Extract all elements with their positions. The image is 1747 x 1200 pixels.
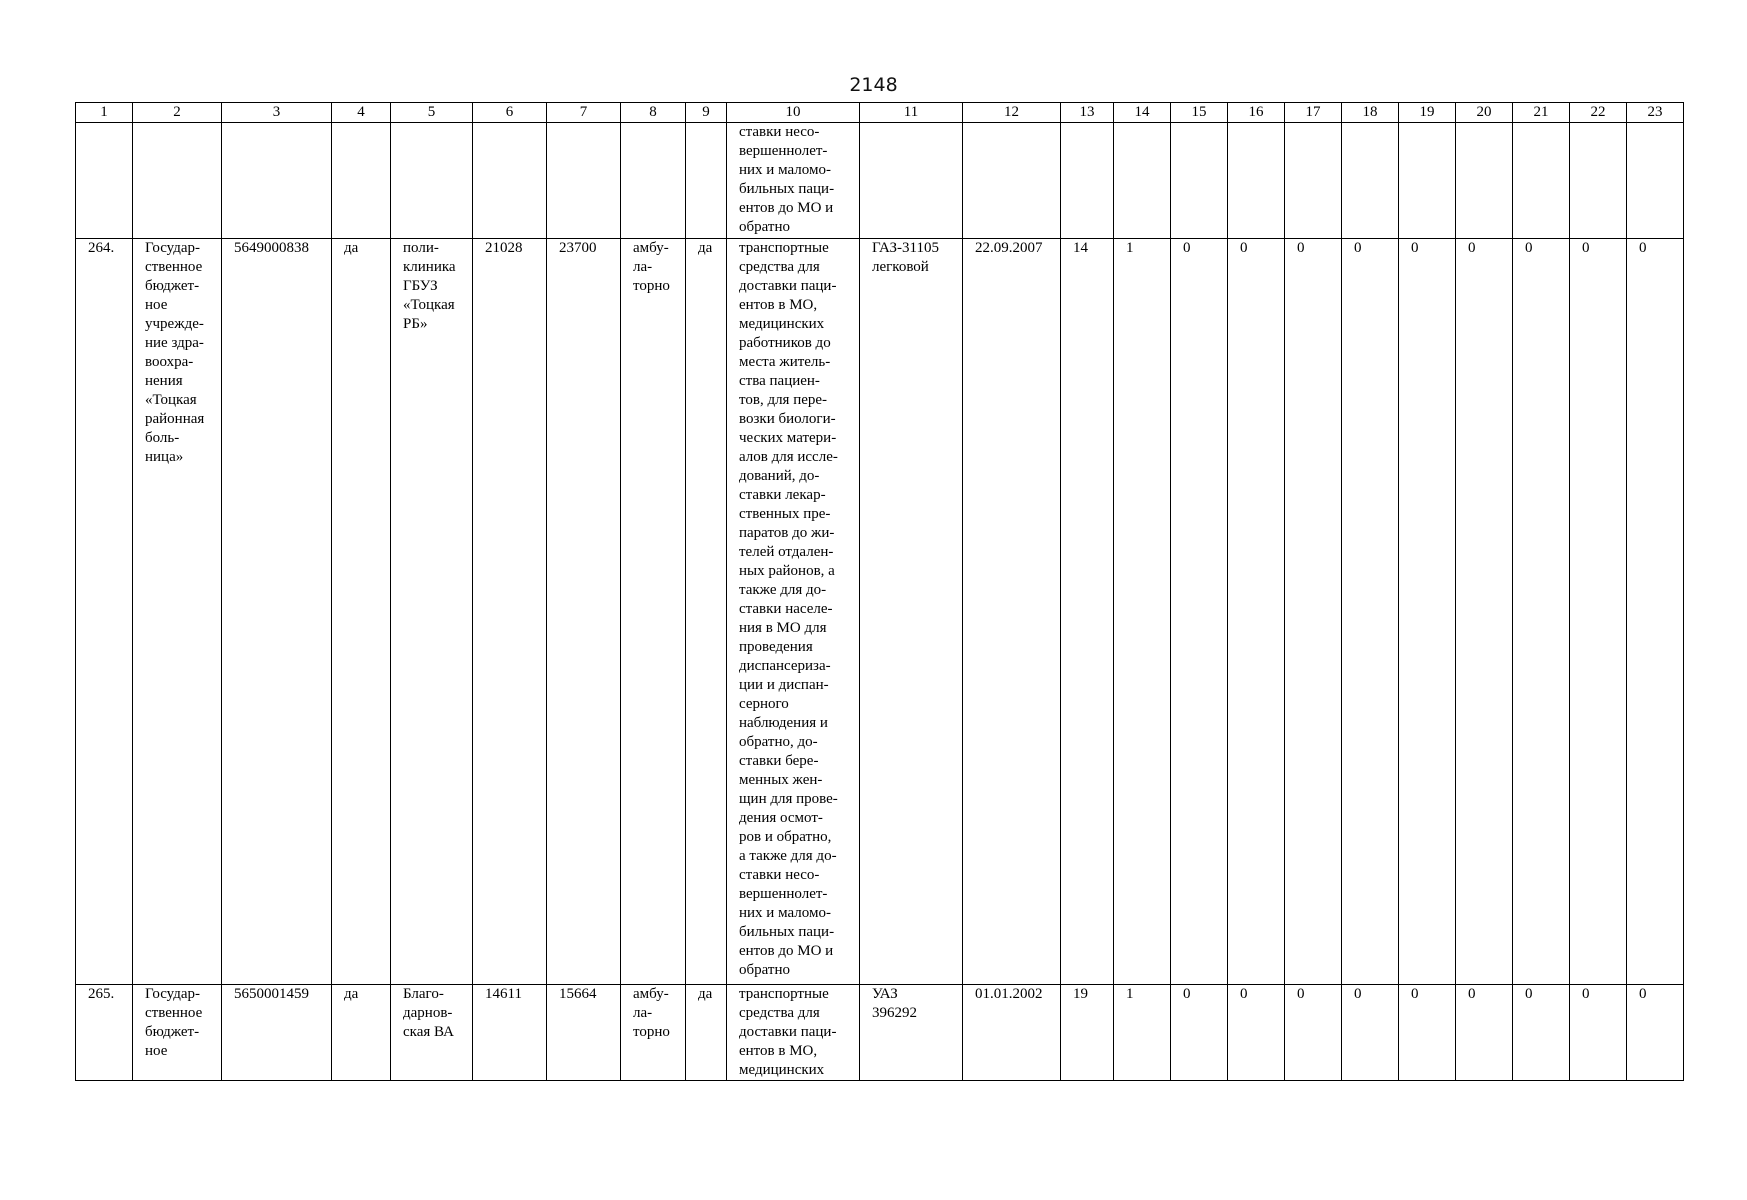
table-cell: [391, 123, 473, 239]
table-cell: 14: [1061, 239, 1114, 985]
table-cell: да: [332, 985, 391, 1081]
column-number: 20: [1456, 103, 1513, 123]
table-cell: [1171, 123, 1228, 239]
table-cell: [222, 123, 332, 239]
table-cell: [473, 123, 547, 239]
table-cell: [1570, 123, 1627, 239]
column-number: 1: [76, 103, 133, 123]
table-cell: да: [686, 985, 727, 1081]
table-cell: 0: [1456, 239, 1513, 985]
table-cell: [686, 123, 727, 239]
column-number: 10: [727, 103, 860, 123]
table-cell: 14611: [473, 985, 547, 1081]
column-number: 8: [621, 103, 686, 123]
table-cell: 0: [1228, 239, 1285, 985]
column-number: 17: [1285, 103, 1342, 123]
table-cell: 0: [1627, 239, 1684, 985]
table-cell: 0: [1285, 985, 1342, 1081]
table-cell: [621, 123, 686, 239]
table-cell: 264.: [76, 239, 133, 985]
table-cell: 0: [1513, 985, 1570, 1081]
table-cell: [1061, 123, 1114, 239]
column-number: 23: [1627, 103, 1684, 123]
table-cell: поли- клиника ГБУЗ «Тоцкая РБ»: [391, 239, 473, 985]
column-number: 2: [133, 103, 222, 123]
table-cell: 19: [1061, 985, 1114, 1081]
table-cell: 0: [1285, 239, 1342, 985]
table-cell: 0: [1228, 985, 1285, 1081]
table-cell: 0: [1171, 239, 1228, 985]
table-cell: 0: [1570, 985, 1627, 1081]
table-cell: [1114, 123, 1171, 239]
column-number: 18: [1342, 103, 1399, 123]
column-number: 22: [1570, 103, 1627, 123]
table-cell: [1456, 123, 1513, 239]
table-cell: Благо- дарнов- ская ВА: [391, 985, 473, 1081]
table-cell: 15664: [547, 985, 621, 1081]
table-cell: 0: [1342, 985, 1399, 1081]
table-cell: да: [332, 239, 391, 985]
table-row: [76, 985, 1684, 1081]
table-cell: ставки несо- вершеннолет- них и маломо- бильных паци- ентов до МО и обратно: [727, 123, 860, 239]
table-cell: [547, 123, 621, 239]
table-cell: 0: [1399, 239, 1456, 985]
table-cell: транспортные средства для доставки паци- ентов в МО, медицинских работников до места житель- ства пациен- тов, для пере- возки биологи- ческих матери- алов для иссле- дований, до- ставки лекар- ственных пре- паратов до жи- телей отдален- ных районов, а также для до- ставки населе- ния в МО для проведения диспансериза- ции и диспан- серного наблюдения и обратно, до- ставки бере- менных жен- щин для прове- дения осмот- ров и обратно, а также для до- ставки несо- вершеннолет- них и маломо- бильных паци- ентов до МО и обратно: [727, 239, 860, 985]
column-number: 19: [1399, 103, 1456, 123]
table-cell: 0: [1342, 239, 1399, 985]
page-number: 2148: [849, 74, 898, 96]
table-cell: [1627, 123, 1684, 239]
table-cell: [1513, 123, 1570, 239]
table-cell: 0: [1627, 985, 1684, 1081]
table-cell: 23700: [547, 239, 621, 985]
column-number: 7: [547, 103, 621, 123]
column-number: 11: [860, 103, 963, 123]
table-cell: 0: [1513, 239, 1570, 985]
table-cell: [1228, 123, 1285, 239]
table-cell: 0: [1171, 985, 1228, 1081]
column-number: 4: [332, 103, 391, 123]
column-number: 21: [1513, 103, 1570, 123]
column-number: 13: [1061, 103, 1114, 123]
table-cell: да: [686, 239, 727, 985]
table-row: [76, 123, 1684, 239]
table-cell: 01.01.2002: [963, 985, 1061, 1081]
table-cell: 21028: [473, 239, 547, 985]
vehicle-registry-table: [75, 102, 1684, 1081]
table-cell: 1: [1114, 985, 1171, 1081]
table-cell: Государ- ственное бюджет- ное: [133, 985, 222, 1081]
table-cell: [133, 123, 222, 239]
column-number: 16: [1228, 103, 1285, 123]
table-cell: 22.09.2007: [963, 239, 1061, 985]
table-cell: [76, 123, 133, 239]
table-cell: 0: [1399, 985, 1456, 1081]
table-cell: [332, 123, 391, 239]
table-cell: [1342, 123, 1399, 239]
column-number: 3: [222, 103, 332, 123]
table-cell: [860, 123, 963, 239]
column-number: 12: [963, 103, 1061, 123]
column-number-row: [76, 103, 1684, 123]
table-cell: ГАЗ-31105 легковой: [860, 239, 963, 985]
table-row: [76, 239, 1684, 985]
column-number: 15: [1171, 103, 1228, 123]
table-cell: Государ- ственное бюджет- ное учрежде- ние здра- воохра- нения «Тоцкая районная боль- ница»: [133, 239, 222, 985]
table-cell: УАЗ 396292: [860, 985, 963, 1081]
table-cell: амбу- ла- торно: [621, 985, 686, 1081]
table-cell: [1399, 123, 1456, 239]
table-cell: 1: [1114, 239, 1171, 985]
column-number: 6: [473, 103, 547, 123]
table-cell: [1285, 123, 1342, 239]
table-cell: 0: [1456, 985, 1513, 1081]
table-cell: [963, 123, 1061, 239]
table-cell: 5650001459: [222, 985, 332, 1081]
table-cell: транспортные средства для доставки паци- ентов в МО, медицинских: [727, 985, 860, 1081]
table-cell: 265.: [76, 985, 133, 1081]
table-cell: 0: [1570, 239, 1627, 985]
table-cell: 5649000838: [222, 239, 332, 985]
table-cell: амбу- ла- торно: [621, 239, 686, 985]
column-number: 9: [686, 103, 727, 123]
column-number: 14: [1114, 103, 1171, 123]
column-number: 5: [391, 103, 473, 123]
